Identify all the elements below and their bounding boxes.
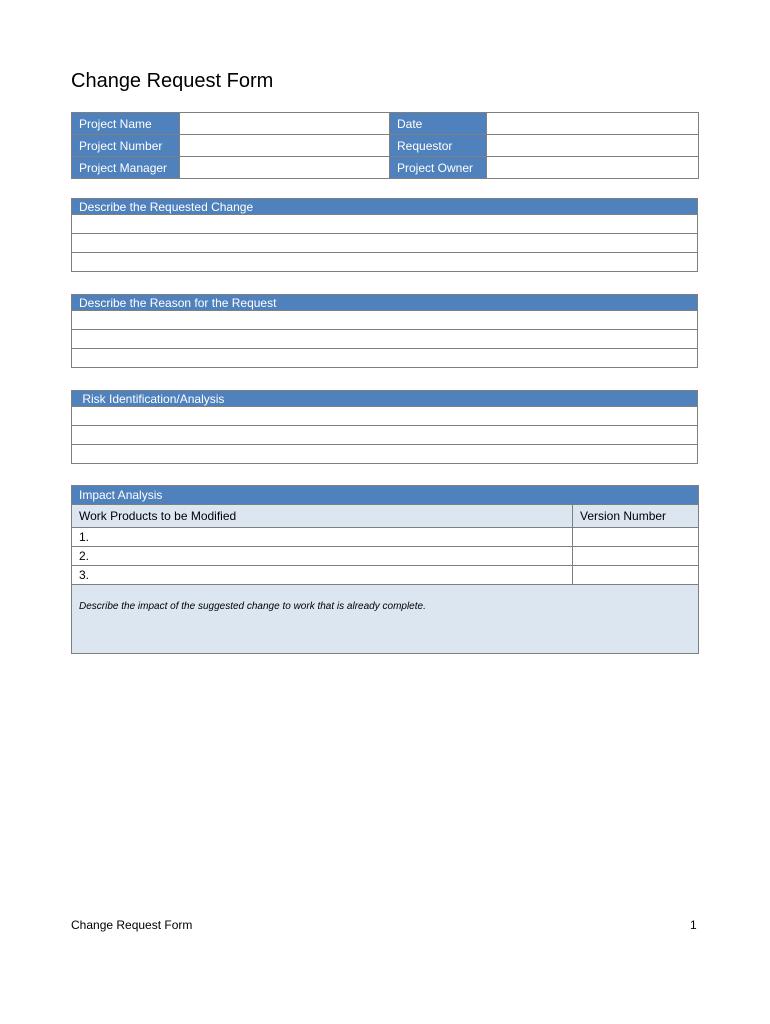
project-number-label: Project Number: [72, 135, 180, 157]
reason-line-1[interactable]: [72, 311, 698, 330]
page-title: Change Request Form: [71, 70, 274, 92]
requested-change-section: [71, 198, 698, 272]
requested-change-line-3[interactable]: [72, 253, 698, 272]
project-info-table: [71, 112, 699, 179]
impact-analysis-table: [71, 485, 699, 654]
work-product-row-1[interactable]: 1.: [72, 528, 573, 547]
risk-line-1[interactable]: [72, 407, 698, 426]
risk-line-3[interactable]: [72, 445, 698, 464]
version-number-row-3[interactable]: [573, 566, 699, 585]
requested-change-line-2[interactable]: [72, 234, 698, 253]
version-number-row-1[interactable]: [573, 528, 699, 547]
work-product-row-2[interactable]: 2.: [72, 547, 573, 566]
project-name-field[interactable]: [180, 113, 390, 135]
reason-line-2[interactable]: [72, 330, 698, 349]
work-products-column-header: Work Products to be Modified: [72, 505, 573, 528]
reason-line-3[interactable]: [72, 349, 698, 368]
date-label: Date: [390, 113, 487, 135]
project-owner-field[interactable]: [487, 157, 699, 179]
risk-section: [71, 390, 698, 464]
project-manager-field[interactable]: [180, 157, 390, 179]
reason-section: [71, 294, 698, 368]
project-name-label: Project Name: [72, 113, 180, 135]
requestor-label: Requestor: [390, 135, 487, 157]
requestor-field[interactable]: [487, 135, 699, 157]
project-owner-label: Project Owner: [390, 157, 487, 179]
impact-description-field[interactable]: Describe the impact of the suggested change to work that is already complete.: [72, 585, 699, 654]
risk-line-2[interactable]: [72, 426, 698, 445]
project-manager-label: Project Manager: [72, 157, 180, 179]
date-field[interactable]: [487, 113, 699, 135]
requested-change-header: Describe the Requested Change: [72, 199, 698, 215]
risk-header: Risk Identification/Analysis: [72, 391, 698, 407]
requested-change-line-1[interactable]: [72, 215, 698, 234]
impact-analysis-header: Impact Analysis: [72, 486, 699, 505]
version-number-column-header: Version Number: [573, 505, 699, 528]
page-number: 1: [690, 918, 697, 932]
reason-header: Describe the Reason for the Request: [72, 295, 698, 311]
project-number-field[interactable]: [180, 135, 390, 157]
version-number-row-2[interactable]: [573, 547, 699, 566]
work-product-row-3[interactable]: 3.: [72, 566, 573, 585]
footer-title: Change Request Form: [71, 918, 193, 932]
